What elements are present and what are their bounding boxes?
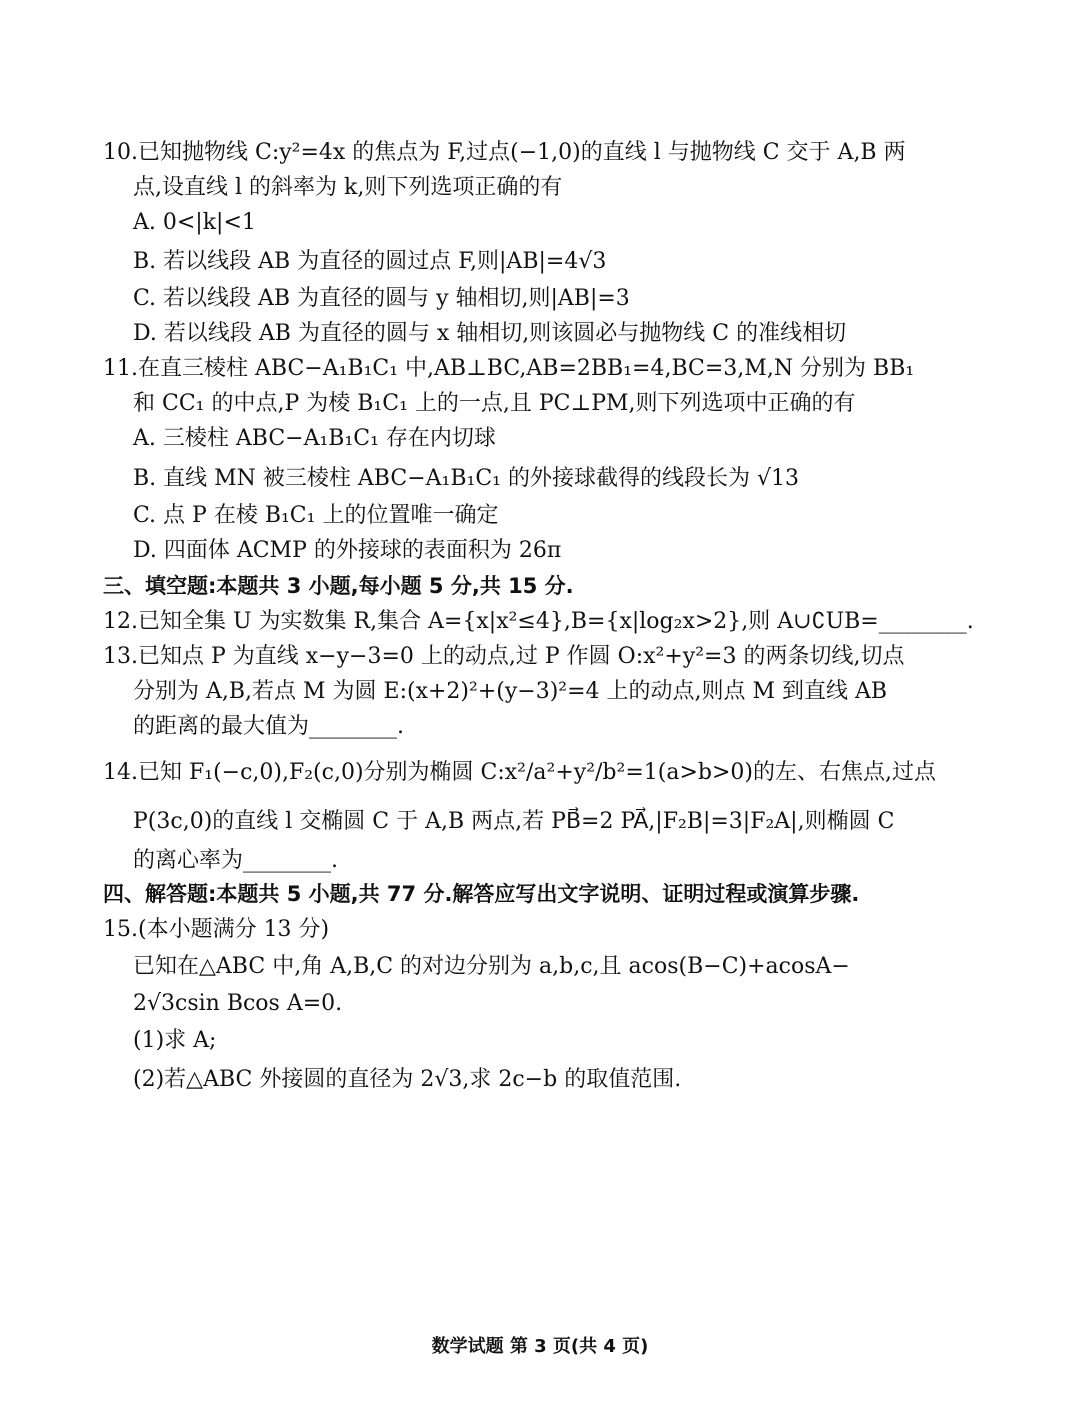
q10-option-c: C. 若以线段 AB 为直径的圆与 y 轴相切,则|AB|=3 [133, 286, 630, 311]
q11-option-c: C. 点 P 在棱 B₁C₁ 上的位置唯一确定 [133, 503, 499, 528]
q10-line-2: 点,设直线 l 的斜率为 k,则下列选项正确的有 [133, 175, 563, 200]
q15-part-2: (2)若△ABC 外接圆的直径为 2√3,求 2c−b 的取值范围. [133, 1067, 682, 1092]
q14-line-2: P(3c,0)的直线 l 交椭圆 C 于 A,B 两点,若 PB⃗=2 PA⃗,|F₂B|=3|F₂A|,则椭圆 C [133, 809, 895, 834]
q15-part-1: (1)求 A; [133, 1028, 217, 1053]
q14-line-1: 14.已知 F₁(−c,0),F₂(c,0)分别为椭圆 C:x²/a²+y²/b²=1(a>b>0)的左、右焦点,过点 [103, 760, 936, 785]
section-4-heading: 四、解答题:本题共 5 小题,共 77 分.解答应写出文字说明、证明过程或演算步骤. [103, 882, 860, 906]
q15-line-2: 2√3csin Bcos A=0. [133, 991, 343, 1016]
q13-line-1: 13.已知点 P 为直线 x−y−3=0 上的动点,过 P 作圆 O:x²+y²=3 的两条切线,切点 [103, 644, 905, 669]
q10-option-d: D. 若以线段 AB 为直径的圆与 x 轴相切,则该圆必与抛物线 C 的准线相切 [133, 321, 847, 346]
q13-line-2: 分别为 A,B,若点 M 为圆 E:(x+2)²+(y−3)²=4 上的动点,则点 M 到直线 AB [133, 679, 888, 704]
q13-line-3: 的距离的最大值为________. [133, 714, 404, 739]
q11-line-1: 11.在直三棱柱 ABC−A₁B₁C₁ 中,AB⊥BC,AB=2BB₁=4,BC=3,M,N 分别为 BB₁ [103, 356, 915, 381]
page-footer: 数学试题 第 3 页(共 4 页) [431, 1336, 649, 1357]
q11-option-d: D. 四面体 ACMP 的外接球的表面积为 26π [133, 538, 562, 563]
q11-option-b: B. 直线 MN 被三棱柱 ABC−A₁B₁C₁ 的外接球截得的线段长为 √13 [133, 466, 799, 491]
q11-option-a: A. 三棱柱 ABC−A₁B₁C₁ 存在内切球 [133, 426, 496, 451]
section-3-heading: 三、填空题:本题共 3 小题,每小题 5 分,共 15 分. [103, 574, 574, 598]
q14-line-3: 的离心率为________. [133, 848, 338, 873]
q11-line-2: 和 CC₁ 的中点,P 为棱 B₁C₁ 上的一点,且 PC⊥PM,则下列选项中正确的有 [133, 391, 856, 416]
q10-option-a: A. 0<|k|<1 [133, 210, 256, 235]
q12-line-1: 12.已知全集 U 为实数集 R,集合 A={x|x²≤4},B={x|log₂x>2},则 A∪∁UB=________. [103, 609, 974, 634]
q10-option-b: B. 若以线段 AB 为直径的圆过点 F,则|AB|=4√3 [133, 249, 607, 274]
q15-line-1: 已知在△ABC 中,角 A,B,C 的对边分别为 a,b,c,且 acos(B−C)+acosA− [133, 954, 850, 979]
q10-line-1: 10.已知抛物线 C:y²=4x 的焦点为 F,过点(−1,0)的直线 l 与抛物线 C 交于 A,B 两 [103, 140, 906, 165]
q15-header: 15.(本小题满分 13 分) [103, 917, 330, 942]
